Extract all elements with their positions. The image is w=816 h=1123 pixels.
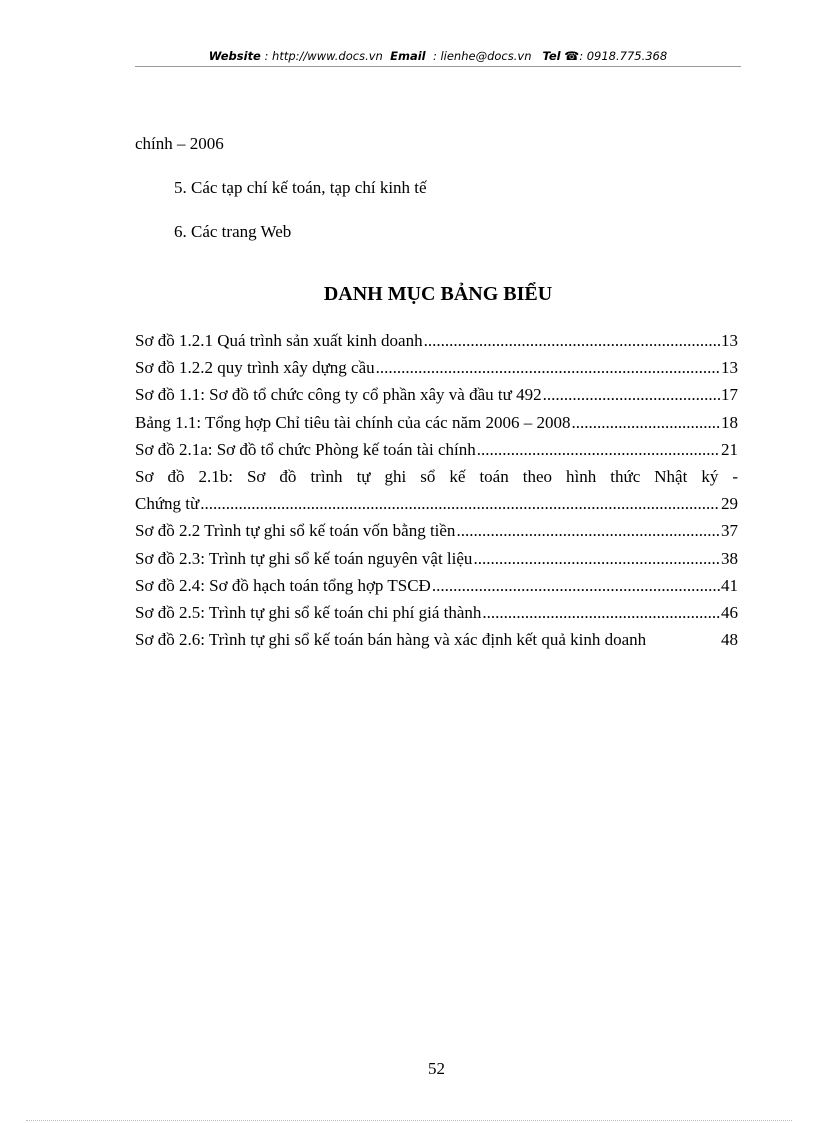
toc-entry-page: 46 — [721, 602, 738, 622]
toc-leader — [432, 575, 720, 597]
toc-entry[interactable] — [135, 602, 738, 629]
page-header — [135, 46, 741, 66]
toc-leader — [543, 384, 720, 406]
toc-entry[interactable] — [135, 384, 738, 411]
email-label: Email — [390, 49, 426, 63]
toc-entry-page: 37 — [721, 521, 738, 541]
toc-entry-page: 13 — [721, 331, 738, 350]
telephone-icon: ☎ — [564, 49, 580, 63]
toc-entry-page: 38 — [721, 548, 738, 568]
reference-continuation: chính – 2006 — [135, 134, 224, 153]
tel-value: : 0918.775.368 — [579, 49, 668, 63]
toc-leader — [571, 412, 720, 434]
toc-entry[interactable] — [135, 330, 738, 357]
toc-entry[interactable] — [135, 575, 738, 602]
section-title: DANH MỤC BẢNG BIỂU — [323, 283, 553, 305]
table-of-figures — [135, 330, 738, 656]
toc-entry-label: Bảng 1.1: Tổng hợp Chỉ tiêu tài chính của các năm 2006 – 2008 — [135, 412, 571, 432]
toc-entry-first-line[interactable] — [135, 466, 738, 493]
toc-entry-label: Sơ đồ 2.5: Trình tự ghi sổ kế toán chi phí giá thành — [135, 602, 482, 622]
toc-entry-label: Sơ đồ 2.3: Trình tự ghi sổ kế toán nguyên vật liệu — [135, 548, 473, 568]
header-divider — [135, 66, 741, 67]
toc-entry-page: 29 — [721, 494, 738, 514]
toc-entry-page: 48 — [721, 630, 738, 650]
toc-leader — [376, 357, 720, 379]
toc-entry-page: 41 — [721, 575, 738, 595]
toc-entry-label: Sơ đồ 1.2.2 quy trình xây dựng cầu — [135, 358, 375, 378]
toc-entry[interactable] — [135, 629, 738, 656]
toc-entry[interactable] — [135, 357, 738, 384]
page-bottom-border — [26, 1120, 792, 1121]
toc-leader — [456, 520, 720, 542]
toc-entry-page: 21 — [721, 439, 738, 459]
toc-entry-continuation[interactable] — [135, 493, 738, 520]
reference-item-5: 5. Các tạp chí kế toán, tạp chí kinh tế — [174, 178, 427, 197]
website-label: Website — [208, 49, 261, 63]
toc-entry[interactable] — [135, 548, 738, 575]
toc-entry-label-continued: Chứng từ — [135, 494, 200, 514]
toc-entry[interactable] — [135, 439, 738, 466]
page-number: 52 — [428, 1059, 445, 1078]
tel-label: Tel — [542, 49, 561, 63]
toc-entry-label: Sơ đồ 2.1a: Sơ đồ tổ chức Phòng kế toán tài chính — [135, 439, 476, 459]
toc-leader — [200, 493, 720, 515]
toc-entry-label: Sơ đồ 2.1b: Sơ đồ trình tự ghi sổ kế toán theo hình thức Nhật ký - — [135, 466, 738, 486]
toc-entry-page: 18 — [721, 412, 738, 432]
toc-entry-label: Sơ đồ 1.2.1 Quá trình sản xuất kinh doanh — [135, 331, 423, 350]
website-value[interactable]: : http://www.docs.vn — [264, 49, 383, 63]
toc-entry-label: Sơ đồ 2.6: Trình tự ghi sổ kế toán bán hàng và xác định kết quả kinh doanh — [135, 630, 647, 650]
reference-item-6: 6. Các trang Web — [174, 222, 292, 241]
toc-entry-page: 13 — [721, 358, 738, 378]
toc-leader — [482, 602, 720, 624]
email-value[interactable]: : lienhe@docs.vn — [432, 49, 532, 63]
toc-entry-label: Sơ đồ 2.2 Trình tự ghi sổ kế toán vốn bằng tiền — [135, 521, 456, 541]
toc-entry-page: 17 — [721, 385, 738, 405]
toc-leader — [473, 548, 720, 570]
toc-entry-label: Sơ đồ 2.4: Sơ đồ hạch toán tổng hợp TSCĐ — [135, 575, 431, 595]
toc-entry[interactable] — [135, 520, 738, 547]
toc-leader — [424, 330, 720, 352]
toc-leader — [477, 439, 720, 461]
toc-entry-label: Sơ đồ 1.1: Sơ đồ tổ chức công ty cổ phần xây và đầu tư 492 — [135, 385, 542, 405]
toc-entry[interactable] — [135, 412, 738, 439]
